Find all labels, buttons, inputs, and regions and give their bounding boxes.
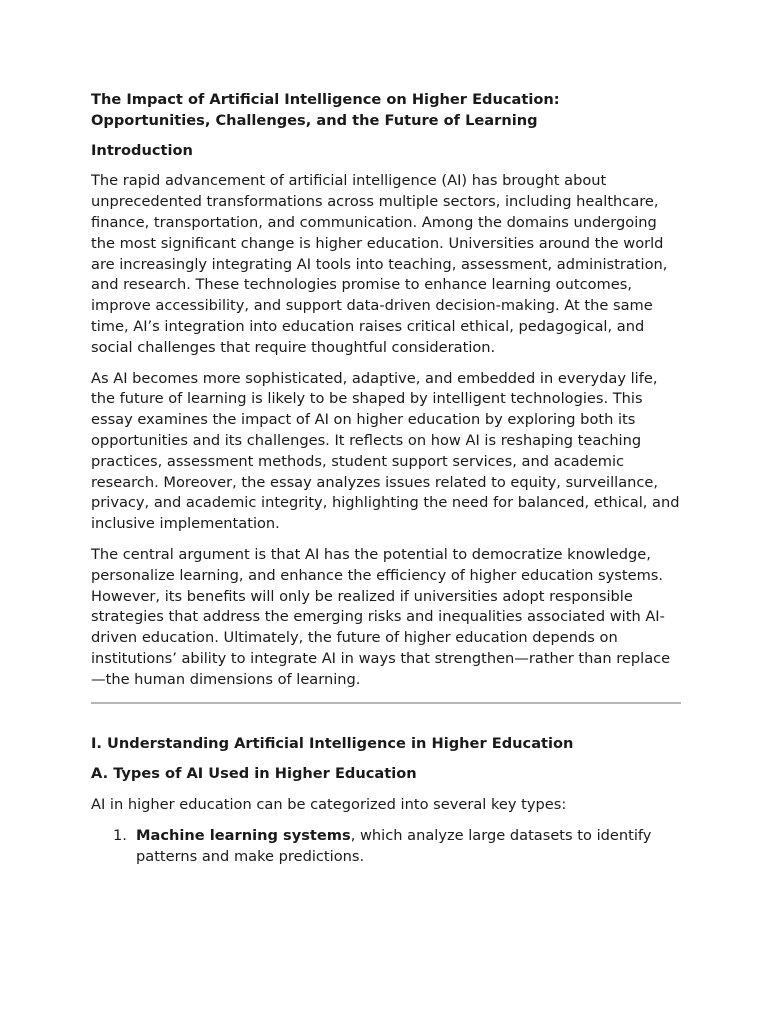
section-1-heading: I. Understanding Artificial Intelligence in Higher Education [91, 734, 574, 752]
list-item [91, 826, 681, 868]
introduction-heading: Introduction [91, 141, 193, 159]
ai-types-list [91, 826, 681, 868]
introduction-paragraph-2: As AI becomes more sophisticated, adaptive, and embedded in everyday life, the future of learning is likely to be shaped by intelligent technologies. This essay examines the impact of AI on higher education by exploring both its opportunities and its challenges. It reflects on how AI is reshaping teaching practices, assessment methods, student support services, and academic research. Moreover, the essay analyzes issues related to equity, surveillance, privacy, and academic integrity, highlighting the need for balanced, ethical, and inclusive implementation. [91, 369, 680, 533]
list-item-number: 1. [113, 826, 127, 844]
section-1a-intro: AI in higher education can be categorized into several key types: [91, 796, 567, 814]
document-title: The Impact of Artificial Intelligence on Higher Education: Opportunities, Challenges, and the Future of Learning [91, 91, 560, 129]
list-item-term: Machine learning systems [136, 826, 351, 844]
section-divider [91, 702, 681, 704]
document-page [91, 90, 681, 868]
list-item-text: , which analyze large datasets to identify patterns and make predictions. [136, 826, 652, 865]
introduction-paragraph-3: The central argument is that AI has the potential to democratize knowledge, personalize learning, and enhance the efficiency of higher education systems. However, its benefits will only be realized if universities adopt responsible strategies that address the emerging risks and inequalities associated with AI-driven education. Ultimately, the future of higher education depends on institutions’ ability to integrate AI in ways that strengthen—rather than replace—the human dimensions of learning. [91, 545, 671, 688]
introduction-paragraph-1: The rapid advancement of artificial intelligence (AI) has brought about unprecedented transformations across multiple sectors, including healthcare, finance, transportation, and communication. Among the domains undergoing the most significant change is higher education. Universities around the world are increasingly integrating AI tools into teaching, assessment, administration, and research. These technologies promise to enhance learning outcomes, improve accessibility, and support data-driven decision-making. At the same time, AI’s integration into education raises critical ethical, pedagogical, and social challenges that require thoughtful consideration. [91, 172, 668, 356]
section-1a-subheading: A. Types of AI Used in Higher Education [91, 765, 417, 783]
